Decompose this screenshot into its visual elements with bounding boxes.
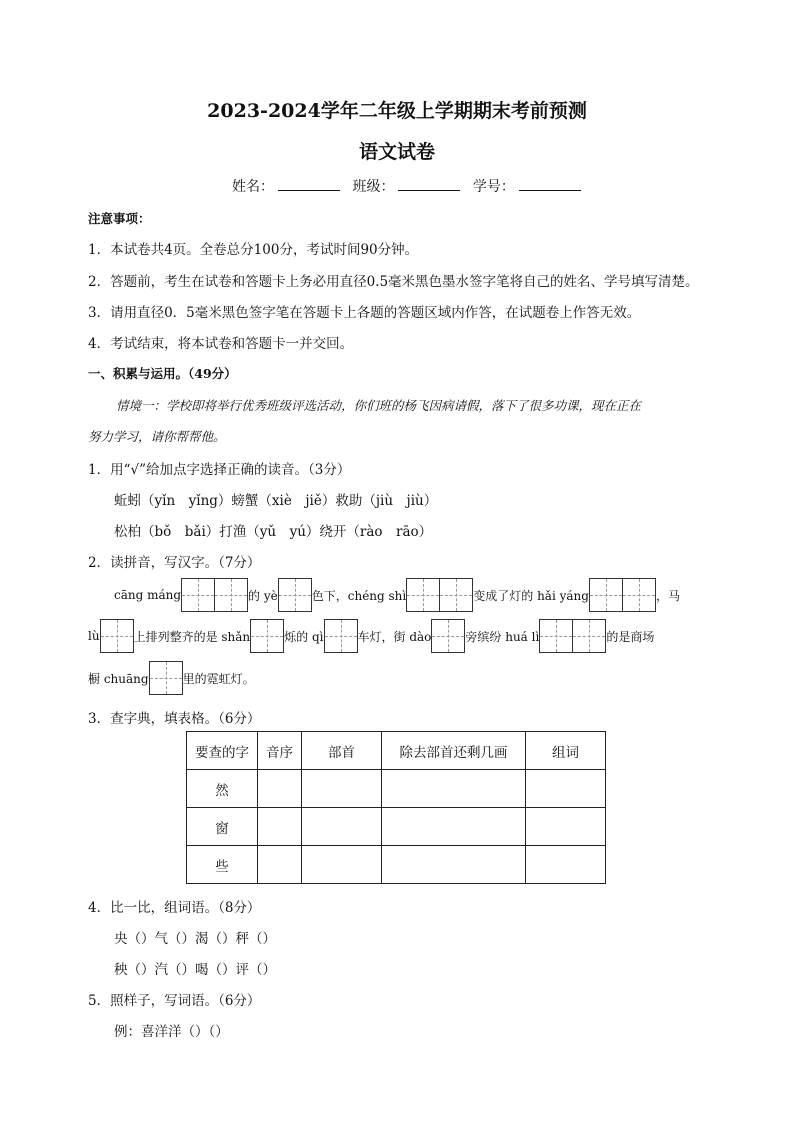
pinyin-text: ，马 [655, 588, 680, 603]
pinyin-text: 烁的 qì [284, 629, 324, 644]
table-row [187, 846, 606, 884]
writing-box[interactable] [250, 619, 284, 653]
table-cell-blank[interactable] [382, 808, 526, 846]
note-item: 4．考试结束，将本试卷和答题卡一并交回。 [88, 336, 354, 352]
pinyin-text: 的 yè [248, 588, 278, 603]
table-header: 组词 [526, 732, 606, 770]
table-cell-blank[interactable] [302, 808, 382, 846]
writing-box[interactable] [406, 578, 440, 612]
writing-box[interactable] [100, 619, 134, 653]
pinyin-text: 上排列整齐的是 shǎn [133, 629, 251, 644]
writing-box[interactable] [440, 578, 473, 612]
pinyin-text: 色下，chéng shì [311, 588, 407, 603]
table-cell-blank[interactable] [302, 770, 382, 808]
name-label: 姓名： [232, 179, 274, 195]
pinyin-text: 旁缤纷 huá lì [465, 629, 540, 644]
writing-box[interactable] [181, 578, 215, 612]
q4-title: 4．比一比，组词语。（8分） [88, 900, 261, 916]
writing-box[interactable] [589, 578, 623, 612]
table-cell-blank[interactable] [526, 770, 606, 808]
writing-box[interactable] [539, 619, 573, 653]
writing-box[interactable] [431, 619, 465, 653]
q5-title: 5．照样子，写词语。（6分） [88, 993, 261, 1009]
q5-example: 例：喜洋洋（）（） [114, 1024, 229, 1040]
number-label: 学号： [472, 179, 515, 195]
table-header: 音序 [258, 732, 302, 770]
table-cell-blank[interactable] [382, 846, 526, 884]
writing-box[interactable] [573, 619, 606, 653]
table-row [187, 808, 606, 846]
pinyin-text: 变成了灯的 hǎi yáng [473, 588, 589, 603]
table-cell-char: 窗 [187, 808, 258, 846]
q2-row [114, 578, 680, 612]
q4-line: 央（）气（）渴（）秤（） [114, 931, 276, 947]
note-item: 3．请用直径0．5毫米黑色签字笔在答题卡上各题的答题区域内作答，在试题卷上作答无效。 [88, 305, 641, 321]
table-cell-blank[interactable] [382, 770, 526, 808]
q1-line: 松柏（bǒ bǎi）打渔（yǔ yú）绕开（rào rāo） [114, 524, 433, 540]
table-cell-blank[interactable] [526, 846, 606, 884]
table-header: 要查的字 [187, 732, 258, 770]
q4-line: 秧（）汽（）喝（）评（） [114, 962, 276, 978]
note-item: 2．答题前，考生在试卷和答题卡上务必用直径0.5毫米黑色墨水签字笔将自己的姓名、学号填写清楚。 [88, 274, 699, 290]
writing-box[interactable] [278, 578, 312, 612]
table-header-row [187, 732, 606, 770]
exam-title: 2023-2024学年二年级上学期期末考前预测 [207, 100, 587, 122]
q2-row [88, 619, 654, 653]
table-cell-char: 些 [187, 846, 258, 884]
student-info [232, 176, 589, 196]
table-cell-blank[interactable] [258, 808, 302, 846]
pinyin-text: 的是商场 [606, 629, 655, 644]
table-cell-blank[interactable] [526, 808, 606, 846]
name-blank[interactable] [278, 176, 340, 191]
pinyin-text: cāng máng [114, 588, 182, 602]
table-row [187, 770, 606, 808]
table-cell-blank[interactable] [258, 846, 302, 884]
section1-heading: 一、积累与运用。（49分） [88, 366, 237, 381]
q1-line: 蚯蚓（yǐn yǐng）螃蟹（xiè jiě）救助（jiù jiù） [114, 493, 438, 509]
q2-title: 2．读拼音，写汉字。（7分） [88, 555, 261, 571]
pinyin-text: lù [88, 629, 100, 643]
q3-title: 3．查字典，填表格。（6分） [88, 711, 261, 727]
scenario-text: 情境一：学校即将举行优秀班级评选活动，你们班的杨飞因病请假，落下了很多功课，现在正在 [116, 398, 642, 413]
class-blank[interactable] [398, 176, 460, 191]
pinyin-text: 橱 chuāng [88, 671, 149, 686]
table-header: 部首 [302, 732, 382, 770]
table-cell-char: 然 [187, 770, 258, 808]
notes-heading: 注意事项： [88, 211, 151, 226]
q1-title: 1．用“√”给加点字选择正确的读音。（3分） [88, 462, 351, 478]
writing-box[interactable] [149, 661, 183, 695]
writing-box[interactable] [324, 619, 358, 653]
table-cell-blank[interactable] [302, 846, 382, 884]
writing-box[interactable] [215, 578, 248, 612]
scenario-text: 努力学习，请你帮帮他。 [88, 429, 226, 444]
pinyin-text: 车灯，街 dào [357, 629, 432, 644]
table-cell-blank[interactable] [258, 770, 302, 808]
note-item: 1．本试卷共4页。全卷总分100分，考试时间90分钟。 [88, 242, 419, 258]
writing-box[interactable] [623, 578, 656, 612]
dictionary-table [186, 731, 606, 884]
number-blank[interactable] [519, 176, 581, 191]
q2-row [88, 661, 255, 695]
exam-subtitle: 语文试卷 [358, 141, 435, 163]
class-label: 班级： [352, 179, 395, 195]
table-header: 除去部首还剩几画 [382, 732, 526, 770]
pinyin-text: 里的霓虹灯。 [182, 671, 255, 686]
